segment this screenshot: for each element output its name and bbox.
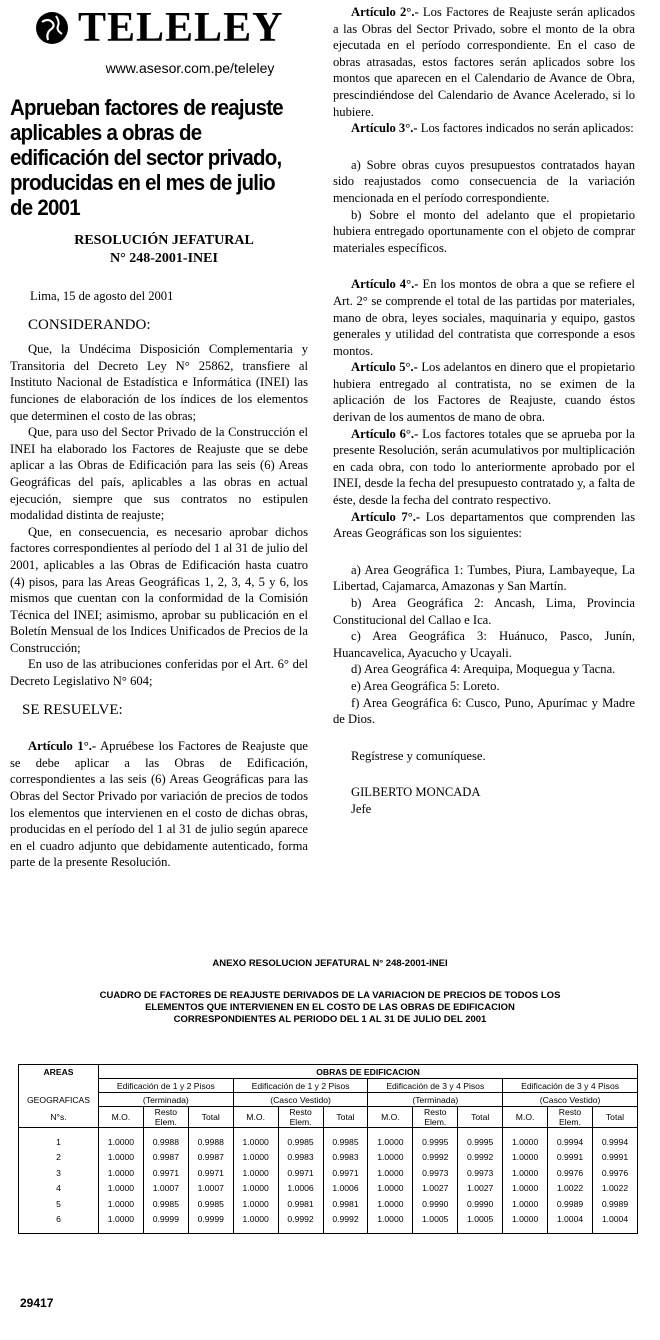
annex-title: ANEXO RESOLUCION JEFATURAL N° 248-2001-INEI bbox=[212, 958, 448, 969]
factor-cell: 0.9987 bbox=[188, 1150, 233, 1166]
factor-cell: 0.9999 bbox=[143, 1212, 188, 1234]
site-url[interactable]: www.asesor.com.pe/teleley bbox=[105, 60, 275, 76]
factor-cell: 0.9989 bbox=[548, 1196, 593, 1212]
factor-cell: 1.0000 bbox=[368, 1150, 413, 1166]
article-3-text: Los factores indicados no serán aplicados: bbox=[420, 121, 634, 136]
factor-cell: 1.0027 bbox=[413, 1181, 458, 1197]
col-total: Total bbox=[188, 1107, 233, 1128]
factor-cell: 1.0004 bbox=[548, 1212, 593, 1234]
article-3 bbox=[333, 120, 635, 137]
right-column bbox=[333, 4, 635, 818]
resolution-date: Lima, 15 de agosto del 2001 bbox=[30, 289, 174, 303]
factor-cell: 1.0000 bbox=[233, 1150, 278, 1166]
factor-cell: 0.9994 bbox=[592, 1128, 637, 1150]
factor-cell: 0.9992 bbox=[458, 1150, 503, 1166]
considerando-paragraph-2: Que, para uso del Sector Privado de la Construcción el INEI ha elaborado los Factores de Reajuste que se debe aplicar a las Obras de Edificación para las seis (6) Areas Geográficas del país, aplicables a las obras en actual ejecución, siempre que sus contratos no estipulen modalidad distinta de reajuste; bbox=[10, 425, 308, 523]
factor-cell: 0.9976 bbox=[592, 1165, 637, 1181]
article-1 bbox=[10, 738, 308, 871]
factor-cell: 1.0000 bbox=[99, 1181, 144, 1197]
table-header-row bbox=[19, 1065, 638, 1079]
article-5-text: Los adelantos en dinero que el propietario hubiera entregado al contratista, no se eximen de la aplicación de los Factores de Reajuste, cuando éstos derivan de los aumentos de mano de obra. bbox=[333, 360, 635, 425]
factor-cell: 1.0000 bbox=[99, 1128, 144, 1150]
group-subheader: (Terminada) bbox=[99, 1093, 234, 1107]
factor-cell: 1.0006 bbox=[323, 1181, 368, 1197]
article-7-label: Artículo 7°.- bbox=[351, 509, 421, 524]
page-number: 29417 bbox=[20, 1296, 54, 1310]
col-mo: M.O. bbox=[99, 1107, 144, 1128]
considerando-paragraph-1: Que, la Undécima Disposición Complementaria y Transitoria del Decreto Ley N° 25862, transfiere al Instituto Nacional de Estadística e Informática (INEI) las funciones de elaboración de los índices de los elementos que determinen el costo de las obras; bbox=[10, 342, 308, 423]
col-mo: M.O. bbox=[233, 1107, 278, 1128]
area-number-cell: 2 bbox=[19, 1150, 99, 1166]
factor-cell: 1.0000 bbox=[503, 1128, 548, 1150]
group-subheader: (Terminada) bbox=[368, 1093, 503, 1107]
left-column bbox=[10, 288, 308, 871]
col-elem-label: Elem. bbox=[424, 1117, 447, 1127]
factor-cell: 1.0000 bbox=[503, 1196, 548, 1212]
factor-cell: 1.0007 bbox=[188, 1181, 233, 1197]
factor-cell: 0.9991 bbox=[548, 1150, 593, 1166]
article-6-text: Los factores totales que se aprueba por la presente Resolución, serán acumulativos por multiplicación en cada obra, con todo lo anteriormente aprobado por el INEI, desde la fecha del presupuesto contratado y, a falta de éste, desde la fecha del contrato respectivo. bbox=[333, 426, 635, 508]
group-header: Edificación de 3 y 4 Pisos bbox=[503, 1079, 638, 1093]
signer-title: Jefe bbox=[351, 801, 372, 816]
table-row bbox=[19, 1128, 638, 1150]
factor-cell: 1.0000 bbox=[233, 1181, 278, 1197]
article-4 bbox=[333, 276, 635, 359]
nos-header: N°s. bbox=[19, 1107, 99, 1128]
annex-subtitle-line2: ELEMENTOS QUE INTERVIENEN EN EL COSTO DE LAS OBRAS DE EDIFICACION bbox=[145, 1002, 515, 1013]
article-2 bbox=[333, 4, 635, 120]
factor-cell: 0.9983 bbox=[278, 1150, 323, 1166]
factor-cell: 1.0004 bbox=[592, 1212, 637, 1234]
col-resto bbox=[548, 1107, 593, 1128]
headline: Aprueban factores de reajuste aplicables a obras de edificación del sector privado, producidas en el mes de julio de 2001 bbox=[10, 95, 283, 220]
factor-cell: 1.0000 bbox=[368, 1128, 413, 1150]
factor-cell: 0.9971 bbox=[278, 1165, 323, 1181]
annex-subtitle bbox=[80, 990, 580, 1026]
col-elem-label: Elem. bbox=[154, 1117, 177, 1127]
article-7-text: Los departamentos que comprenden las Areas Geográficas son los siguientes: bbox=[333, 509, 635, 541]
article-3-item-a: a) Sobre obras cuyos presupuestos contratados hayan sido reajustados como consecuencia de la variación mencionada en el período correspondiente. bbox=[333, 157, 635, 205]
areas-header: AREAS bbox=[19, 1065, 99, 1079]
factor-cell: 1.0000 bbox=[99, 1150, 144, 1166]
group-subheader: (Casco Vestido) bbox=[233, 1093, 368, 1107]
factor-cell: 1.0022 bbox=[592, 1181, 637, 1197]
table-column-row bbox=[19, 1107, 638, 1128]
geograficas-header: GEOGRAFICAS bbox=[19, 1093, 99, 1107]
obras-header: OBRAS DE EDIFICACION bbox=[99, 1065, 638, 1079]
factor-cell: 1.0000 bbox=[503, 1181, 548, 1197]
area-item: c) Area Geográfica 3: Huánuco, Pasco, Junín, Huancavelica, Ayacucho y Ucayali. bbox=[333, 629, 635, 660]
col-total: Total bbox=[323, 1107, 368, 1128]
factor-cell: 0.9994 bbox=[548, 1128, 593, 1150]
article-1-label: Artículo 1°.- bbox=[28, 739, 97, 754]
factor-cell: 0.9971 bbox=[323, 1165, 368, 1181]
area-item: b) Area Geográfica 2: Ancash, Lima, Provincia Constitucional del Callao e Ica. bbox=[333, 596, 635, 627]
factor-cell: 0.9995 bbox=[413, 1128, 458, 1150]
col-elem-label: Elem. bbox=[559, 1117, 581, 1127]
annex-subtitle-line1: CUADRO DE FACTORES DE REAJUSTE DERIVADOS DE LA VARIACION DE PRECIOS DE TODOS LOS bbox=[99, 990, 561, 1001]
area-number-cell: 3 bbox=[19, 1165, 99, 1181]
considerando-heading: CONSIDERANDO: bbox=[28, 316, 151, 333]
factor-cell: 1.0000 bbox=[503, 1165, 548, 1181]
factor-cell: 0.9991 bbox=[592, 1150, 637, 1166]
factor-cell: 1.0000 bbox=[233, 1165, 278, 1181]
factor-cell: 0.9990 bbox=[458, 1196, 503, 1212]
factor-cell: 0.9987 bbox=[143, 1150, 188, 1166]
factor-cell: 0.9985 bbox=[323, 1128, 368, 1150]
group-subheader: (Casco Vestido) bbox=[503, 1093, 638, 1107]
col-total: Total bbox=[592, 1107, 637, 1128]
considerando-paragraph-4: En uso de las atribuciones conferidas por el Art. 6° del Decreto Legislativo N° 604; bbox=[10, 657, 308, 689]
group-header: Edificación de 1 y 2 Pisos bbox=[233, 1079, 368, 1093]
article-1-text: Apruébese los Factores de Reajuste que se debe aplicar a las Obras de Edificación, correspondientes a las seis (6) Areas Geográficas para las Obras del Sector Privado por variación de precios de todos los elementos que intervienen en el costo de dichas obras, producidas en el período del 1 al 31 de julio según aparece en el cuadro adjunto que debidamente autenticado, forma parte de la presente Resolución. bbox=[10, 739, 308, 870]
table-row bbox=[19, 1165, 638, 1181]
factor-cell: 0.9973 bbox=[413, 1165, 458, 1181]
table-row bbox=[19, 1212, 638, 1234]
factor-cell: 1.0000 bbox=[368, 1212, 413, 1234]
article-3-label: Artículo 3°.- bbox=[351, 121, 418, 136]
col-elem-label: Elem. bbox=[289, 1117, 312, 1127]
factor-cell: 1.0000 bbox=[99, 1212, 144, 1234]
factor-cell: 1.0007 bbox=[143, 1181, 188, 1197]
factor-cell: 1.0027 bbox=[458, 1181, 503, 1197]
article-6 bbox=[333, 426, 635, 509]
col-resto-label: Resto bbox=[289, 1107, 312, 1117]
col-resto bbox=[143, 1107, 188, 1128]
signer-name: GILBERTO MONCADA bbox=[351, 785, 481, 800]
factor-cell: 0.9973 bbox=[458, 1165, 503, 1181]
area-number-cell: 6 bbox=[19, 1212, 99, 1234]
factor-cell: 1.0000 bbox=[233, 1196, 278, 1212]
table-row bbox=[19, 1196, 638, 1212]
factor-cell: 0.9981 bbox=[323, 1196, 368, 1212]
teleley-logo bbox=[34, 4, 314, 52]
resolution-title bbox=[10, 232, 318, 268]
article-2-text: Los Factores de Reajuste serán aplicados a las Obras del Sector Privado, sobre el monto de la obra ejecutada en el período correspondiente. En el caso de obras atrasadas, estos factores serán aplicados sobre los montos que aparecen en el Calendario de Avance de Obra, prescindiéndose del Calendario de Avance Acelerado, si lo hubiere. bbox=[333, 5, 635, 119]
group-header: Edificación de 3 y 4 Pisos bbox=[368, 1079, 503, 1093]
area-item: d) Area Geográfica 4: Arequipa, Moquegua y Tacna. bbox=[351, 662, 616, 677]
table-row bbox=[19, 1150, 638, 1166]
article-6-label: Artículo 6°.- bbox=[351, 426, 419, 441]
factor-cell: 0.9985 bbox=[278, 1128, 323, 1150]
factor-cell: 0.9981 bbox=[278, 1196, 323, 1212]
table-body bbox=[19, 1128, 638, 1234]
factor-cell: 0.9976 bbox=[548, 1165, 593, 1181]
factor-cell: 0.9995 bbox=[458, 1128, 503, 1150]
factor-cell: 1.0000 bbox=[368, 1181, 413, 1197]
article-2-label: Artículo 2°.- bbox=[351, 5, 419, 19]
article-4-text: En los montos de obra a que se refiere el Art. 2° se comprende el total de las partidas por materiales, mano de obra, leyes sociales, maquinaria y equipo, gastos generales y utilidad del contratista que corresponde a esos montos. bbox=[333, 277, 636, 358]
col-mo: M.O. bbox=[368, 1107, 413, 1128]
resolution-title-line1: RESOLUCIÓN JEFATURAL bbox=[74, 233, 254, 248]
col-total: Total bbox=[458, 1107, 503, 1128]
factor-cell: 0.9992 bbox=[278, 1212, 323, 1234]
closing-line: Regístrese y comuníquese. bbox=[351, 748, 486, 763]
area-number-cell: 1 bbox=[19, 1128, 99, 1150]
factor-cell: 1.0000 bbox=[368, 1165, 413, 1181]
factor-cell: 0.9990 bbox=[413, 1196, 458, 1212]
factor-cell: 0.9971 bbox=[188, 1165, 233, 1181]
factor-cell: 1.0000 bbox=[233, 1128, 278, 1150]
factor-cell: 1.0005 bbox=[413, 1212, 458, 1234]
factor-cell: 0.9989 bbox=[592, 1196, 637, 1212]
col-resto-label: Resto bbox=[424, 1107, 447, 1117]
area-number-cell: 4 bbox=[19, 1181, 99, 1197]
factor-cell: 1.0000 bbox=[503, 1212, 548, 1234]
factor-cell: 1.0005 bbox=[458, 1212, 503, 1234]
article-5 bbox=[333, 359, 635, 425]
article-5-label: Artículo 5°.- bbox=[351, 360, 418, 375]
factor-cell: 1.0000 bbox=[99, 1165, 144, 1181]
factors-table bbox=[18, 1064, 638, 1234]
factor-cell: 1.0006 bbox=[278, 1181, 323, 1197]
factor-cell: 1.0000 bbox=[99, 1196, 144, 1212]
area-item: a) Area Geográfica 1: Tumbes, Piura, Lambayeque, La Libertad, Cajamarca, Amazonas y San Martín. bbox=[333, 562, 635, 594]
factor-cell: 0.9999 bbox=[188, 1212, 233, 1234]
factor-cell: 0.9988 bbox=[188, 1128, 233, 1150]
factor-cell: 1.0000 bbox=[233, 1212, 278, 1234]
area-item: f) Area Geográfica 6: Cusco, Puno, Apurímac y Madre de Dios. bbox=[333, 695, 635, 727]
article-4-label: Artículo 4°.- bbox=[351, 277, 419, 292]
resolution-number: N° 248-2001-INEI bbox=[110, 251, 218, 266]
table-group-row bbox=[19, 1079, 638, 1093]
factor-cell: 0.9988 bbox=[143, 1128, 188, 1150]
factor-cell: 1.0022 bbox=[548, 1181, 593, 1197]
col-mo: M.O. bbox=[503, 1107, 548, 1128]
annex-subtitle-line3: CORRESPONDIENTES AL PERIODO DEL 1 AL 31 DE JULIO DEL 2001 bbox=[173, 1014, 487, 1025]
factor-cell: 0.9992 bbox=[413, 1150, 458, 1166]
factor-cell: 1.0000 bbox=[503, 1150, 548, 1166]
factor-cell: 0.9983 bbox=[323, 1150, 368, 1166]
area-number-cell: 5 bbox=[19, 1196, 99, 1212]
factor-cell: 0.9992 bbox=[323, 1212, 368, 1234]
resuelve-heading: SE RESUELVE: bbox=[22, 701, 123, 718]
group-header: Edificación de 1 y 2 Pisos bbox=[99, 1079, 234, 1093]
col-resto-label: Resto bbox=[154, 1107, 178, 1117]
considerando-paragraph-3: Que, en consecuencia, es necesario aprobar dichos factores correspondientes al período del 1 al 31 de julio del 2001, aplicables a las Obras de Edificación hasta cuatro (4) pisos, para las Areas Geográficas 1, 2, 3, 4, 5 y 6, los mismos que cuentan con la conformidad de la Comisión Técnica del INEI; asimismo, aprobar su publicación en el Boletín Mensual de los Indices Unificados de Precios de la Construcción; bbox=[10, 524, 308, 655]
col-resto bbox=[413, 1107, 458, 1128]
col-resto-label: Resto bbox=[558, 1107, 582, 1117]
article-7 bbox=[333, 509, 635, 542]
factor-cell: 1.0000 bbox=[368, 1196, 413, 1212]
factor-cell: 0.9985 bbox=[143, 1196, 188, 1212]
table-row bbox=[19, 1181, 638, 1197]
article-3-item-b: b) Sobre el monto del adelanto que el propietario hubiera entregado oportunamente con el objeto de comprar materiales específicos. bbox=[333, 207, 635, 255]
brand-name: TELELEY bbox=[78, 5, 284, 51]
factor-cell: 0.9985 bbox=[188, 1196, 233, 1212]
globe-icon bbox=[34, 10, 70, 46]
factor-cell: 0.9971 bbox=[143, 1165, 188, 1181]
col-resto bbox=[278, 1107, 323, 1128]
area-item: e) Area Geográfica 5: Loreto. bbox=[351, 678, 500, 693]
table-subgroup-row bbox=[19, 1093, 638, 1107]
